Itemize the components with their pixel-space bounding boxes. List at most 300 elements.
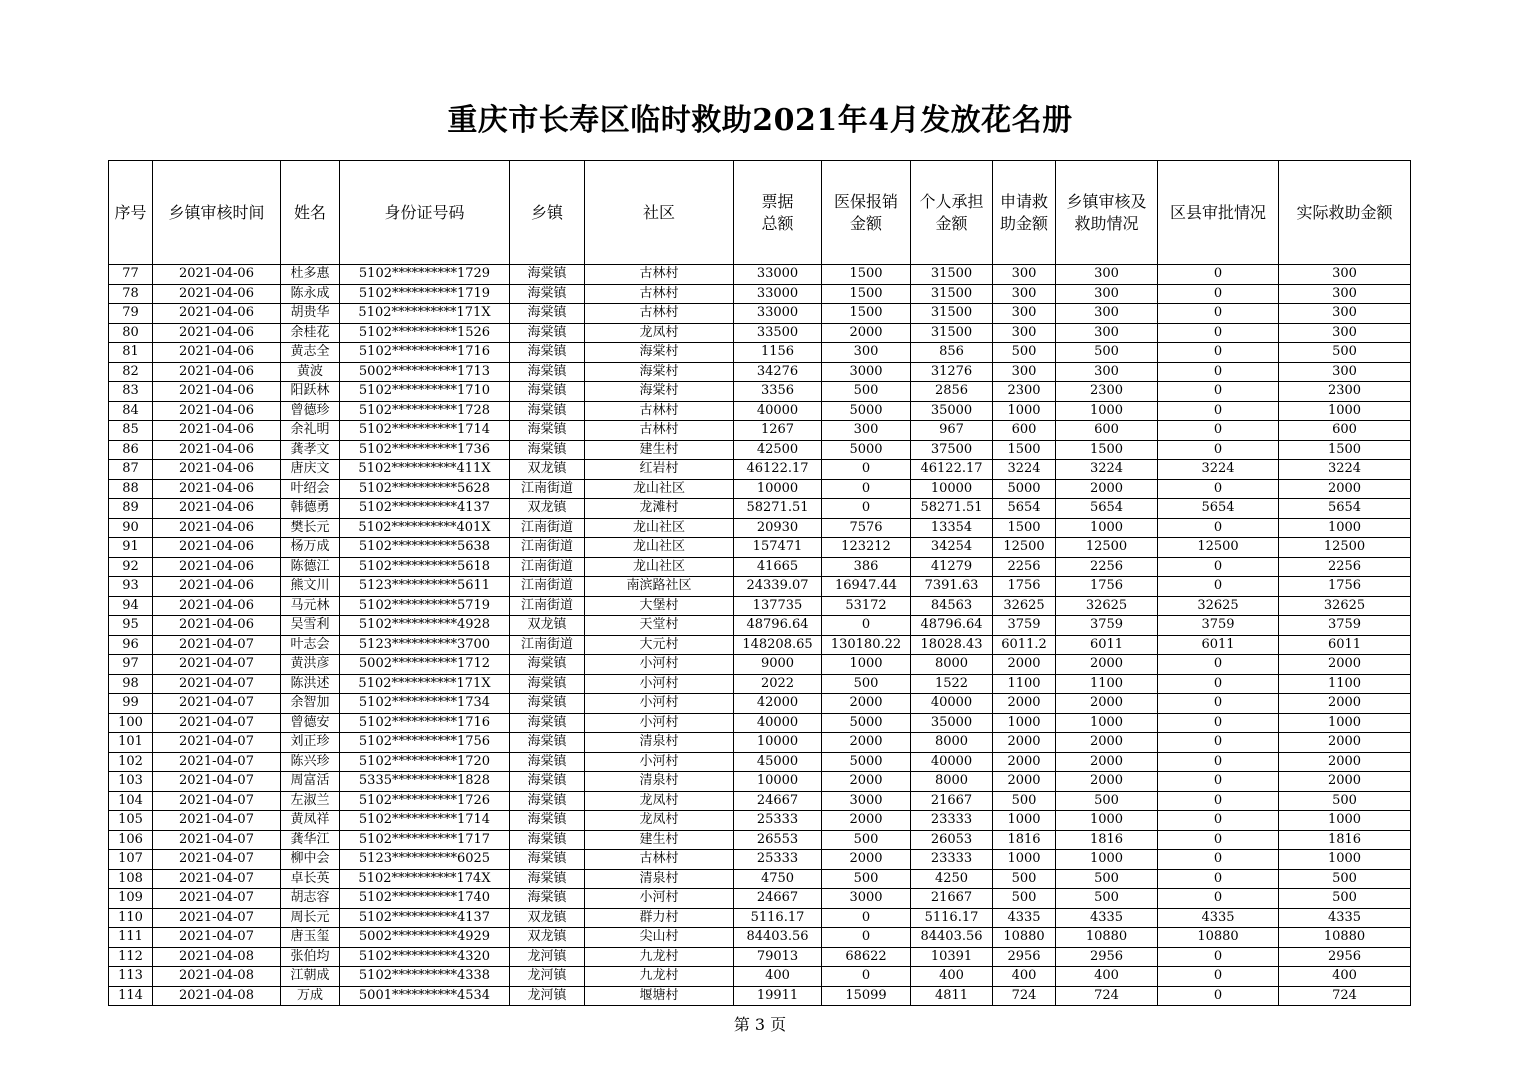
table-row	[109, 811, 1411, 831]
cell-col-community: 小河村	[585, 655, 734, 675]
cell-col-community: 尖山村	[585, 928, 734, 948]
cell-col-town-review: 2000	[1056, 655, 1158, 675]
cell-col-id-number: 5102**********1716	[340, 343, 510, 363]
cell-col-id-number: 5102**********4928	[340, 616, 510, 636]
cell-col-id-number: 5102**********1720	[340, 752, 510, 772]
cell-col-bill-total: 26553	[734, 830, 822, 850]
cell-col-county-approval: 4335	[1158, 908, 1279, 928]
cell-col-community: 大堡村	[585, 596, 734, 616]
cell-col-personal-burden: 84403.56	[911, 928, 993, 948]
cell-col-personal-burden: 58271.51	[911, 499, 993, 519]
cell-col-town-review: 10880	[1056, 928, 1158, 948]
cell-col-community: 海棠村	[585, 382, 734, 402]
cell-col-actual-aid: 1816	[1279, 830, 1411, 850]
cell-col-name: 黄洪彦	[281, 655, 340, 675]
cell-col-requested-aid: 300	[993, 284, 1056, 304]
cell-col-town: 江南街道	[510, 577, 585, 597]
cell-col-insurance-reimbursed: 300	[822, 421, 911, 441]
table-row	[109, 772, 1411, 792]
cell-col-insurance-reimbursed: 300	[822, 343, 911, 363]
header-col-id-number: 身份证号码	[340, 161, 510, 265]
cell-col-bill-total: 10000	[734, 479, 822, 499]
cell-col-county-approval: 3224	[1158, 460, 1279, 480]
cell-col-index: 88	[109, 479, 153, 499]
cell-col-name: 卓长英	[281, 869, 340, 889]
cell-col-name: 陈永成	[281, 284, 340, 304]
cell-col-id-number: 5335**********1828	[340, 772, 510, 792]
cell-col-insurance-reimbursed: 2000	[822, 694, 911, 714]
cell-col-town-review: 1000	[1056, 811, 1158, 831]
cell-col-name: 陈兴珍	[281, 752, 340, 772]
cell-col-name: 曾德安	[281, 713, 340, 733]
cell-col-county-approval: 0	[1158, 830, 1279, 850]
cell-col-town: 双龙镇	[510, 616, 585, 636]
cell-col-community: 古林村	[585, 304, 734, 324]
cell-col-index: 97	[109, 655, 153, 675]
cell-col-review-date: 2021-04-07	[153, 889, 281, 909]
cell-col-insurance-reimbursed: 5000	[822, 752, 911, 772]
cell-col-bill-total: 40000	[734, 713, 822, 733]
cell-col-review-date: 2021-04-07	[153, 713, 281, 733]
cell-col-personal-burden: 400	[911, 967, 993, 987]
cell-col-county-approval: 0	[1158, 343, 1279, 363]
cell-col-index: 110	[109, 908, 153, 928]
cell-col-town-review: 6011	[1056, 635, 1158, 655]
cell-col-requested-aid: 500	[993, 791, 1056, 811]
cell-col-community: 龙滩村	[585, 499, 734, 519]
cell-col-actual-aid: 3759	[1279, 616, 1411, 636]
cell-col-town-review: 2300	[1056, 382, 1158, 402]
cell-col-review-date: 2021-04-07	[153, 869, 281, 889]
cell-col-town: 海棠镇	[510, 323, 585, 343]
cell-col-personal-burden: 31500	[911, 265, 993, 285]
cell-col-id-number: 5102**********4137	[340, 499, 510, 519]
cell-col-review-date: 2021-04-08	[153, 986, 281, 1006]
cell-col-community: 小河村	[585, 694, 734, 714]
cell-col-index: 90	[109, 518, 153, 538]
cell-col-requested-aid: 500	[993, 889, 1056, 909]
cell-col-bill-total: 45000	[734, 752, 822, 772]
cell-col-index: 101	[109, 733, 153, 753]
cell-col-town-review: 1816	[1056, 830, 1158, 850]
cell-col-bill-total: 20930	[734, 518, 822, 538]
cell-col-personal-burden: 10391	[911, 947, 993, 967]
cell-col-community: 龙山社区	[585, 518, 734, 538]
table-row	[109, 733, 1411, 753]
table-row	[109, 596, 1411, 616]
cell-col-town: 海棠镇	[510, 382, 585, 402]
cell-col-index: 78	[109, 284, 153, 304]
cell-col-personal-burden: 84563	[911, 596, 993, 616]
cell-col-id-number: 5102**********1717	[340, 830, 510, 850]
cell-col-review-date: 2021-04-06	[153, 323, 281, 343]
cell-col-bill-total: 34276	[734, 362, 822, 382]
cell-col-town: 海棠镇	[510, 655, 585, 675]
table-row	[109, 986, 1411, 1006]
header-col-insurance-reimbursed: 医保报销 金额	[822, 161, 911, 265]
cell-col-county-approval: 0	[1158, 557, 1279, 577]
header-col-town: 乡镇	[510, 161, 585, 265]
cell-col-review-date: 2021-04-08	[153, 947, 281, 967]
cell-col-insurance-reimbursed: 15099	[822, 986, 911, 1006]
cell-col-community: 龙凤村	[585, 323, 734, 343]
cell-col-personal-burden: 31500	[911, 323, 993, 343]
cell-col-review-date: 2021-04-06	[153, 343, 281, 363]
cell-col-town-review: 1000	[1056, 518, 1158, 538]
cell-col-actual-aid: 2300	[1279, 382, 1411, 402]
header-col-personal-burden: 个人承担 金额	[911, 161, 993, 265]
cell-col-id-number: 5102**********171X	[340, 674, 510, 694]
cell-col-town: 江南街道	[510, 518, 585, 538]
cell-col-town: 江南街道	[510, 479, 585, 499]
cell-col-bill-total: 10000	[734, 772, 822, 792]
cell-col-bill-total: 157471	[734, 538, 822, 558]
cell-col-town: 海棠镇	[510, 401, 585, 421]
cell-col-requested-aid: 12500	[993, 538, 1056, 558]
cell-col-town-review: 1000	[1056, 850, 1158, 870]
cell-col-personal-burden: 18028.43	[911, 635, 993, 655]
cell-col-index: 114	[109, 986, 153, 1006]
cell-col-town: 海棠镇	[510, 304, 585, 324]
cell-col-index: 87	[109, 460, 153, 480]
table-row	[109, 791, 1411, 811]
cell-col-actual-aid: 10880	[1279, 928, 1411, 948]
cell-col-id-number: 5102**********171X	[340, 304, 510, 324]
cell-col-name: 叶志会	[281, 635, 340, 655]
cell-col-id-number: 5102**********4320	[340, 947, 510, 967]
table-row	[109, 655, 1411, 675]
cell-col-actual-aid: 2000	[1279, 479, 1411, 499]
cell-col-community: 天堂村	[585, 616, 734, 636]
cell-col-insurance-reimbursed: 2000	[822, 323, 911, 343]
cell-col-personal-burden: 21667	[911, 889, 993, 909]
cell-col-personal-burden: 1522	[911, 674, 993, 694]
table-row	[109, 460, 1411, 480]
cell-col-name: 张伯均	[281, 947, 340, 967]
cell-col-name: 唐庆文	[281, 460, 340, 480]
cell-col-actual-aid: 2000	[1279, 772, 1411, 792]
table-row	[109, 577, 1411, 597]
cell-col-review-date: 2021-04-06	[153, 577, 281, 597]
cell-col-id-number: 5102**********1734	[340, 694, 510, 714]
cell-col-actual-aid: 1000	[1279, 850, 1411, 870]
table-row	[109, 557, 1411, 577]
cell-col-name: 杜多惠	[281, 265, 340, 285]
cell-col-county-approval: 0	[1158, 577, 1279, 597]
header-col-actual-aid: 实际救助金额	[1279, 161, 1411, 265]
cell-col-bill-total: 148208.65	[734, 635, 822, 655]
cell-col-review-date: 2021-04-06	[153, 479, 281, 499]
cell-col-id-number: 5102**********5638	[340, 538, 510, 558]
cell-col-requested-aid: 2000	[993, 772, 1056, 792]
header-col-town-review: 乡镇审核及 救助情况	[1056, 161, 1158, 265]
cell-col-requested-aid: 6011.2	[993, 635, 1056, 655]
table-row	[109, 694, 1411, 714]
table-row	[109, 635, 1411, 655]
cell-col-town-review: 300	[1056, 265, 1158, 285]
cell-col-town: 海棠镇	[510, 694, 585, 714]
cell-col-personal-burden: 37500	[911, 440, 993, 460]
cell-col-county-approval: 0	[1158, 323, 1279, 343]
table-row	[109, 518, 1411, 538]
cell-col-insurance-reimbursed: 0	[822, 928, 911, 948]
cell-col-requested-aid: 32625	[993, 596, 1056, 616]
table-header-row	[109, 161, 1411, 265]
cell-col-personal-burden: 8000	[911, 655, 993, 675]
cell-col-insurance-reimbursed: 386	[822, 557, 911, 577]
cell-col-county-approval: 0	[1158, 304, 1279, 324]
cell-col-personal-burden: 23333	[911, 850, 993, 870]
cell-col-community: 群力村	[585, 908, 734, 928]
relief-roster-table	[108, 160, 1411, 1006]
cell-col-review-date: 2021-04-06	[153, 518, 281, 538]
cell-col-review-date: 2021-04-06	[153, 538, 281, 558]
cell-col-name: 胡志容	[281, 889, 340, 909]
cell-col-bill-total: 79013	[734, 947, 822, 967]
cell-col-requested-aid: 2000	[993, 694, 1056, 714]
cell-col-requested-aid: 5000	[993, 479, 1056, 499]
cell-col-town: 海棠镇	[510, 850, 585, 870]
cell-col-name: 吴雪利	[281, 616, 340, 636]
cell-col-town: 海棠镇	[510, 811, 585, 831]
cell-col-county-approval: 0	[1158, 479, 1279, 499]
cell-col-town-review: 2000	[1056, 772, 1158, 792]
cell-col-county-approval: 12500	[1158, 538, 1279, 558]
cell-col-name: 熊文川	[281, 577, 340, 597]
cell-col-town-review: 3224	[1056, 460, 1158, 480]
cell-col-review-date: 2021-04-07	[153, 791, 281, 811]
cell-col-town: 龙河镇	[510, 947, 585, 967]
cell-col-name: 龚孝文	[281, 440, 340, 460]
cell-col-bill-total: 3356	[734, 382, 822, 402]
cell-col-id-number: 5002**********1712	[340, 655, 510, 675]
cell-col-bill-total: 33000	[734, 304, 822, 324]
cell-col-insurance-reimbursed: 2000	[822, 811, 911, 831]
cell-col-personal-burden: 46122.17	[911, 460, 993, 480]
cell-col-index: 111	[109, 928, 153, 948]
cell-col-requested-aid: 1816	[993, 830, 1056, 850]
cell-col-actual-aid: 500	[1279, 791, 1411, 811]
cell-col-community: 建生村	[585, 440, 734, 460]
cell-col-town: 海棠镇	[510, 284, 585, 304]
cell-col-requested-aid: 300	[993, 323, 1056, 343]
cell-col-requested-aid: 1100	[993, 674, 1056, 694]
cell-col-review-date: 2021-04-06	[153, 440, 281, 460]
cell-col-actual-aid: 1000	[1279, 713, 1411, 733]
cell-col-personal-burden: 31500	[911, 304, 993, 324]
cell-col-id-number: 5002**********1713	[340, 362, 510, 382]
table-row	[109, 967, 1411, 987]
cell-col-town-review: 400	[1056, 967, 1158, 987]
cell-col-review-date: 2021-04-07	[153, 772, 281, 792]
cell-col-id-number: 5102**********4338	[340, 967, 510, 987]
cell-col-id-number: 5001**********4534	[340, 986, 510, 1006]
cell-col-community: 海棠村	[585, 343, 734, 363]
cell-col-index: 77	[109, 265, 153, 285]
header-col-requested-aid: 申请救 助金额	[993, 161, 1056, 265]
cell-col-name: 胡贵华	[281, 304, 340, 324]
cell-col-town: 海棠镇	[510, 713, 585, 733]
cell-col-id-number: 5123**********3700	[340, 635, 510, 655]
cell-col-actual-aid: 2256	[1279, 557, 1411, 577]
table-row	[109, 421, 1411, 441]
header-col-bill-total: 票据 总额	[734, 161, 822, 265]
header-col-review-date: 乡镇审核时间	[153, 161, 281, 265]
cell-col-requested-aid: 5654	[993, 499, 1056, 519]
cell-col-actual-aid: 400	[1279, 967, 1411, 987]
cell-col-index: 89	[109, 499, 153, 519]
cell-col-insurance-reimbursed: 0	[822, 908, 911, 928]
cell-col-review-date: 2021-04-07	[153, 635, 281, 655]
cell-col-insurance-reimbursed: 5000	[822, 401, 911, 421]
cell-col-county-approval: 0	[1158, 421, 1279, 441]
cell-col-community: 古林村	[585, 850, 734, 870]
cell-col-review-date: 2021-04-06	[153, 382, 281, 402]
cell-col-town-review: 1000	[1056, 401, 1158, 421]
cell-col-actual-aid: 300	[1279, 284, 1411, 304]
cell-col-bill-total: 25333	[734, 811, 822, 831]
cell-col-index: 98	[109, 674, 153, 694]
table-row	[109, 440, 1411, 460]
cell-col-name: 万成	[281, 986, 340, 1006]
cell-col-id-number: 5102**********5618	[340, 557, 510, 577]
cell-col-personal-burden: 31500	[911, 284, 993, 304]
cell-col-insurance-reimbursed: 2000	[822, 772, 911, 792]
table-row	[109, 908, 1411, 928]
cell-col-insurance-reimbursed: 130180.22	[822, 635, 911, 655]
cell-col-bill-total: 2022	[734, 674, 822, 694]
cell-col-review-date: 2021-04-06	[153, 616, 281, 636]
cell-col-town: 海棠镇	[510, 362, 585, 382]
cell-col-name: 马元林	[281, 596, 340, 616]
cell-col-county-approval: 0	[1158, 850, 1279, 870]
cell-col-index: 100	[109, 713, 153, 733]
cell-col-id-number: 5102**********4137	[340, 908, 510, 928]
cell-col-bill-total: 4750	[734, 869, 822, 889]
cell-col-town: 海棠镇	[510, 440, 585, 460]
cell-col-index: 92	[109, 557, 153, 577]
table-row	[109, 265, 1411, 285]
cell-col-actual-aid: 300	[1279, 304, 1411, 324]
cell-col-requested-aid: 500	[993, 869, 1056, 889]
header-col-name: 姓名	[281, 161, 340, 265]
cell-col-bill-total: 24667	[734, 889, 822, 909]
cell-col-personal-burden: 5116.17	[911, 908, 993, 928]
cell-col-name: 黄波	[281, 362, 340, 382]
cell-col-insurance-reimbursed: 2000	[822, 850, 911, 870]
cell-col-county-approval: 0	[1158, 772, 1279, 792]
cell-col-id-number: 5102**********1726	[340, 791, 510, 811]
cell-col-id-number: 5102**********1728	[340, 401, 510, 421]
cell-col-town-review: 500	[1056, 791, 1158, 811]
cell-col-review-date: 2021-04-06	[153, 265, 281, 285]
cell-col-personal-burden: 41279	[911, 557, 993, 577]
cell-col-town: 双龙镇	[510, 499, 585, 519]
cell-col-index: 95	[109, 616, 153, 636]
cell-col-actual-aid: 600	[1279, 421, 1411, 441]
cell-col-county-approval: 0	[1158, 733, 1279, 753]
cell-col-bill-total: 42500	[734, 440, 822, 460]
cell-col-county-approval: 10880	[1158, 928, 1279, 948]
cell-col-town-review: 32625	[1056, 596, 1158, 616]
table-row	[109, 830, 1411, 850]
cell-col-bill-total: 33500	[734, 323, 822, 343]
cell-col-index: 80	[109, 323, 153, 343]
cell-col-community: 龙山社区	[585, 479, 734, 499]
cell-col-bill-total: 400	[734, 967, 822, 987]
cell-col-town-review: 600	[1056, 421, 1158, 441]
cell-col-county-approval: 0	[1158, 518, 1279, 538]
cell-col-insurance-reimbursed: 1500	[822, 304, 911, 324]
cell-col-review-date: 2021-04-06	[153, 460, 281, 480]
cell-col-name: 曾德珍	[281, 401, 340, 421]
cell-col-personal-burden: 23333	[911, 811, 993, 831]
cell-col-town: 江南街道	[510, 635, 585, 655]
cell-col-index: 82	[109, 362, 153, 382]
cell-col-name: 周富活	[281, 772, 340, 792]
cell-col-town-review: 12500	[1056, 538, 1158, 558]
cell-col-id-number: 5102**********411X	[340, 460, 510, 480]
cell-col-town-review: 3759	[1056, 616, 1158, 636]
cell-col-name: 杨万成	[281, 538, 340, 558]
cell-col-name: 唐玉玺	[281, 928, 340, 948]
cell-col-community: 龙山社区	[585, 538, 734, 558]
cell-col-name: 柳中会	[281, 850, 340, 870]
cell-col-personal-burden: 34254	[911, 538, 993, 558]
cell-col-county-approval: 0	[1158, 674, 1279, 694]
cell-col-id-number: 5102**********1714	[340, 811, 510, 831]
table-row	[109, 401, 1411, 421]
cell-col-bill-total: 24339.07	[734, 577, 822, 597]
cell-col-personal-burden: 856	[911, 343, 993, 363]
cell-col-insurance-reimbursed: 53172	[822, 596, 911, 616]
cell-col-actual-aid: 4335	[1279, 908, 1411, 928]
cell-col-requested-aid: 2000	[993, 655, 1056, 675]
cell-col-community: 龙山社区	[585, 557, 734, 577]
cell-col-county-approval: 0	[1158, 713, 1279, 733]
cell-col-town-review: 2000	[1056, 479, 1158, 499]
cell-col-county-approval: 0	[1158, 752, 1279, 772]
cell-col-bill-total: 33000	[734, 284, 822, 304]
cell-col-personal-burden: 35000	[911, 713, 993, 733]
cell-col-requested-aid: 400	[993, 967, 1056, 987]
cell-col-name: 阳跃林	[281, 382, 340, 402]
cell-col-name: 黄凤祥	[281, 811, 340, 831]
cell-col-actual-aid: 300	[1279, 323, 1411, 343]
cell-col-name: 黄志全	[281, 343, 340, 363]
cell-col-community: 龙凤村	[585, 791, 734, 811]
cell-col-personal-burden: 13354	[911, 518, 993, 538]
cell-col-requested-aid: 1500	[993, 440, 1056, 460]
header-col-county-approval: 区县审批情况	[1158, 161, 1279, 265]
table-row	[109, 362, 1411, 382]
cell-col-community: 古林村	[585, 421, 734, 441]
cell-col-id-number: 5102**********1736	[340, 440, 510, 460]
cell-col-community: 清泉村	[585, 869, 734, 889]
cell-col-town-review: 5654	[1056, 499, 1158, 519]
cell-col-review-date: 2021-04-07	[153, 752, 281, 772]
cell-col-bill-total: 41665	[734, 557, 822, 577]
cell-col-index: 86	[109, 440, 153, 460]
cell-col-insurance-reimbursed: 500	[822, 382, 911, 402]
cell-col-name: 周长元	[281, 908, 340, 928]
cell-col-id-number: 5102**********1740	[340, 889, 510, 909]
cell-col-personal-burden: 967	[911, 421, 993, 441]
cell-col-town-review: 1500	[1056, 440, 1158, 460]
cell-col-requested-aid: 2000	[993, 752, 1056, 772]
cell-col-county-approval: 0	[1158, 362, 1279, 382]
cell-col-county-approval: 3759	[1158, 616, 1279, 636]
